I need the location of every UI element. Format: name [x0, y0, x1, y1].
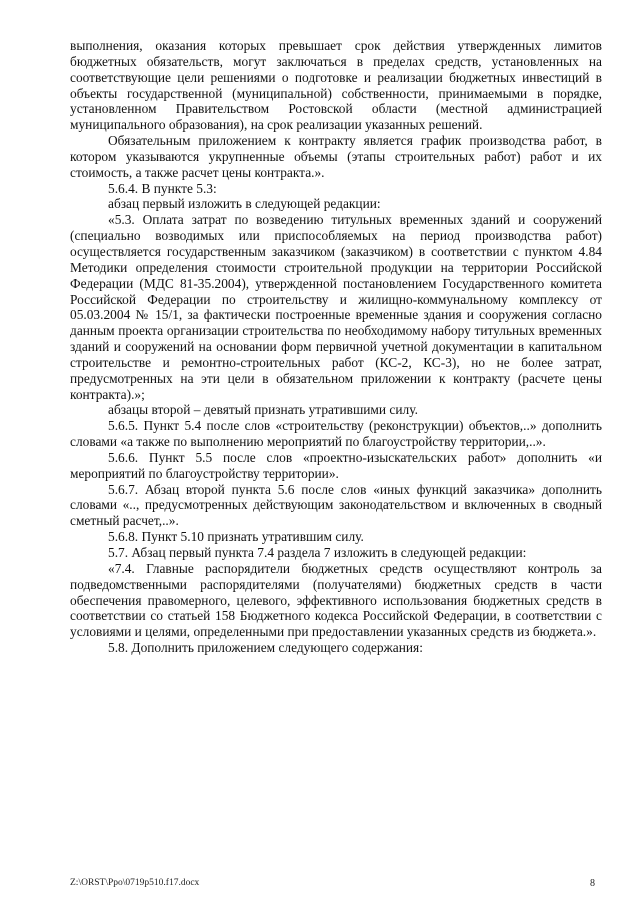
- paragraph-7-4-text: «7.4. Главные распорядители бюджетных средств осуществляют контроль за подведомственными распорядителями (получателями) бюджетных средств в части обеспечения правомерного, целевого, эффективного использования бюджетных средств в соответствии со статьей 158 Бюджетного кодекса Российской Федерации, в соответствии с условиями и целями, определенными при предоставлении указанных средств из бюджета.».: [70, 560, 602, 640]
- paragraph-5-6-8: 5.6.8. Пункт 5.10 признать утратившим силу.: [108, 529, 364, 545]
- paragraph-continuation: выполнения, оказания которых превышает срок действия утвержденных лимитов бюджетных обязательств, могут заключаться в пределах средств, установленных на соответствующие цели решениями о подготовке и реализации бюджетных инвестиций в объекты государственной (муниципальной) собственности, принимаемыми в порядке, установленном Правительством Ростовской области (местной администрацией муниципального образования), на срок реализации указанных решений.: [70, 38, 602, 133]
- paragraph-contract-schedule: Обязательным приложением к контракту является график производства работ, в котором указываются укрупненные объемы (этапы строительных работ) работ и их стоимость, а также расчет цены контракта.».: [70, 133, 602, 180]
- paragraph-5-7: 5.7. Абзац первый пункта 7.4 раздела 7 изложить в следующей редакции:: [108, 545, 527, 560]
- paragraph-5-6-6: 5.6.6. Пункт 5.5 после слов «проектно-изыскательских работ» дополнить «и мероприятий по благоустройству территории».: [70, 449, 602, 481]
- paragraph-5-6-7: 5.6.7. Абзац второй пункта 5.6 после слов «иных функций заказчика» дополнить словами «.., предусмотренных действующим законодательством и включенных в сводный сметный расчет,..».: [70, 481, 602, 529]
- paragraph-abzacy-void: абзацы второй – девятый признать утратившими силу.: [108, 402, 418, 418]
- page-number: 8: [590, 878, 595, 889]
- paragraph-first-abzac: абзац первый изложить в следующей редакции:: [108, 196, 381, 212]
- document-body: [70, 38, 602, 656]
- paragraph-5-8: 5.8. Дополнить приложением следующего содержания:: [108, 640, 423, 656]
- paragraph-5-3-text: «5.3. Оплата затрат по возведению титульных временных зданий и сооружений (специально возводимых или приспособляемых на период производства работ) осуществляется государственным заказчиком (заказчиком) в соответствии с пунктом 4.84 Методики определения стоимости строительной продукции на территории Российской Федерации (МДС 81-35.2004), утвержденной постановлением Государственного комитета Российской Федерации по строительству и жилищно-коммунальному комплексу от 05.03.2004 № 15/1, за фактически построенные временные здания и сооружения согласно данным проекта организации строительства по необходимому набору титульных временных зданий и сооружений на основании форм первичной учетной документации в капитальном строительстве и ремонтно-строительных работ (КС-2, КС-3), но не более затрат, предусмотренных на эти цели в обязательном приложении к контракту (расчете цены контракта).»;: [70, 212, 602, 402]
- footer-file-path: Z:\ORST\Ppo\0719p510.f17.docx: [70, 878, 200, 888]
- paragraph-5-6-4: 5.6.4. В пункте 5.3:: [108, 180, 217, 196]
- paragraph-5-6-5: 5.6.5. Пункт 5.4 после слов «строительству (реконструкции) объектов,..» дополнить словами «а также по выполнению мероприятий по благоустройству территории,..».: [70, 418, 602, 450]
